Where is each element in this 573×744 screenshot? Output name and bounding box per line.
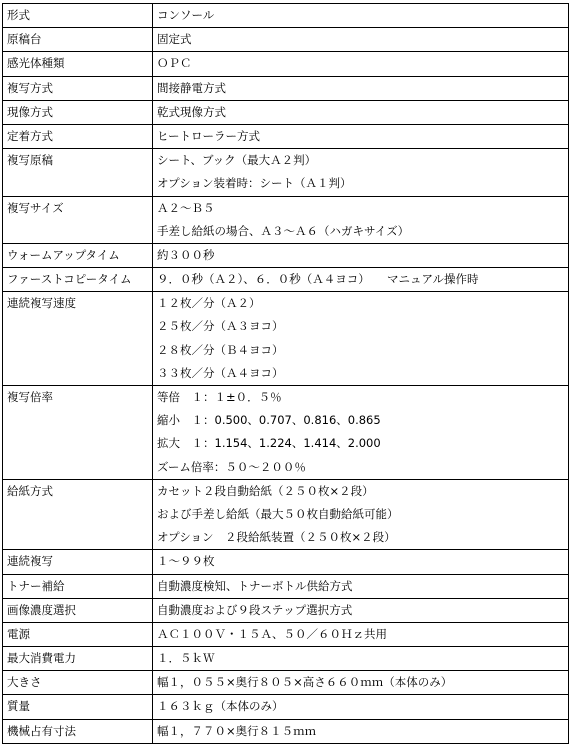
spec-value-cell: [153, 479, 569, 550]
spec-value-line: 固定式: [157, 32, 192, 47]
spec-value-cell: [153, 4, 569, 28]
spec-row: [3, 671, 569, 695]
spec-value-cell: [153, 622, 569, 646]
spec-label: 給紙方式: [7, 483, 53, 498]
spec-value-line: Ａ２～Ｂ５: [157, 200, 215, 215]
spec-table: [2, 3, 569, 744]
spec-value-line: ＯＰＣ: [157, 56, 192, 71]
spec-row: [3, 292, 569, 386]
spec-label-cell: [3, 386, 153, 480]
spec-row: [3, 100, 569, 124]
spec-row: [3, 574, 569, 598]
spec-label-cell: [3, 622, 153, 646]
spec-row: [3, 268, 569, 292]
spec-value-cell: [153, 647, 569, 671]
spec-label-cell: [3, 550, 153, 574]
spec-row: [3, 124, 569, 148]
spec-value-line: １．５ｋＷ: [157, 651, 215, 666]
spec-label-cell: [3, 719, 153, 743]
spec-label-cell: [3, 598, 153, 622]
spec-value-line: 等倍 １：１±０．５％: [157, 390, 282, 404]
spec-label-cell: [3, 647, 153, 671]
spec-label: トナー補給: [7, 578, 65, 593]
spec-label-cell: [3, 479, 153, 550]
spec-label: 連続複写: [7, 554, 53, 569]
spec-value-line: オプション装着時：シート（Ａ１判）: [157, 176, 352, 191]
spec-label-cell: [3, 671, 153, 695]
spec-value-line: １２枚／分（Ａ２）: [157, 296, 261, 311]
spec-value-cell: [153, 550, 569, 574]
spec-label: 複写方式: [7, 80, 53, 95]
spec-value-cell: [153, 695, 569, 719]
spec-value-cell: [153, 76, 569, 100]
spec-row: [3, 28, 569, 52]
spec-row: [3, 719, 569, 743]
spec-value-cell: [153, 149, 569, 196]
spec-value-line: ヒートローラー方式: [157, 128, 261, 143]
spec-label-cell: [3, 4, 153, 28]
spec-label: 複写サイズ: [7, 200, 64, 215]
spec-value-line: 自動濃度検知、トナーボトル供給方式: [157, 578, 353, 593]
spec-label: 連続複写速度: [7, 296, 76, 311]
spec-value-line: 手差し給紙の場合、Ａ３～Ａ６（ハガキサイズ）: [157, 223, 410, 238]
spec-value-line: 自動濃度および９段ステップ選択方式: [157, 602, 353, 617]
spec-row: [3, 149, 569, 196]
spec-value-cell: [153, 671, 569, 695]
spec-value-cell: [153, 243, 569, 267]
spec-value-cell: [153, 268, 569, 292]
spec-row: [3, 196, 569, 243]
spec-value-cell: [153, 574, 569, 598]
spec-label: 電源: [7, 626, 30, 641]
spec-value-line: 乾式現像方式: [157, 104, 226, 119]
spec-label: 定着方式: [7, 128, 53, 143]
spec-value-line: ９．０秒（Ａ２）、６．０秒（Ａ４ヨコ） マニュアル操作時: [157, 272, 479, 287]
spec-label-cell: [3, 574, 153, 598]
spec-row: [3, 479, 569, 550]
spec-label-cell: [3, 52, 153, 76]
spec-value-line: ２５枚／分（Ａ３ヨコ）: [157, 319, 284, 334]
spec-value-line: カセット２段自動給紙（２５０枚×２段）: [157, 483, 374, 498]
spec-label: ファーストコピータイム: [7, 272, 132, 287]
spec-label: 形式: [7, 8, 30, 22]
spec-label-cell: [3, 243, 153, 267]
spec-row: [3, 243, 569, 267]
spec-label: ウォームアップタイム: [7, 247, 120, 262]
spec-value-cell: [153, 196, 569, 243]
spec-value-cell: [153, 52, 569, 76]
spec-label-cell: [3, 28, 153, 52]
spec-row: [3, 550, 569, 574]
spec-row: [3, 386, 569, 480]
spec-label-cell: [3, 268, 153, 292]
spec-label-cell: [3, 76, 153, 100]
spec-label-cell: [3, 124, 153, 148]
spec-value-cell: [153, 100, 569, 124]
spec-value-line: １６３ｋｇ（本体のみ）: [157, 699, 284, 714]
spec-value-cell: [153, 124, 569, 148]
spec-value-line: コンソール: [157, 8, 215, 22]
spec-label: 感光体種類: [7, 56, 65, 71]
spec-value-line: ２８枚／分（Ｂ４ヨコ）: [157, 342, 284, 357]
spec-value-line: 約３００秒: [157, 247, 215, 262]
spec-label-cell: [3, 292, 153, 386]
spec-label-cell: [3, 100, 153, 124]
spec-label-cell: [3, 695, 153, 719]
spec-value-cell: [153, 28, 569, 52]
spec-value-line: オプション ２段給紙装置（２５０枚×２段）: [157, 530, 396, 545]
spec-label: 機械占有寸法: [7, 723, 76, 738]
spec-value-line: 拡大 １：1.154、1.224、1.414、2.000: [157, 436, 381, 451]
spec-table-body: [3, 4, 569, 744]
spec-value-line: 間接静電方式: [157, 80, 226, 95]
spec-label: 現像方式: [7, 104, 53, 119]
spec-value-cell: [153, 292, 569, 386]
spec-value-line: 幅１，０５５×奥行８０５×高さ６６０ｍｍ（本体のみ）: [157, 675, 453, 690]
spec-label: 大きさ: [7, 675, 42, 690]
spec-row: [3, 52, 569, 76]
spec-label: 複写倍率: [7, 390, 53, 404]
spec-row: [3, 76, 569, 100]
spec-label: 最大消費電力: [7, 651, 76, 666]
spec-value-line: および手差し給紙（最大５０枚自動給紙可能）: [157, 506, 399, 521]
spec-value-cell: [153, 598, 569, 622]
spec-label-cell: [3, 196, 153, 243]
spec-row: [3, 622, 569, 646]
spec-label: 画像濃度選択: [7, 602, 76, 617]
spec-row: [3, 647, 569, 671]
spec-value-line: ３３枚／分（Ａ４ヨコ）: [157, 365, 284, 380]
spec-row: [3, 695, 569, 719]
spec-value-line: １～９９枚: [157, 554, 215, 569]
spec-value-cell: [153, 719, 569, 743]
spec-label: 質量: [7, 699, 30, 714]
spec-value-cell: [153, 386, 569, 480]
spec-row: [3, 4, 569, 28]
spec-value-line: 幅１，７７０×奥行８１５ｍｍ: [157, 723, 317, 738]
spec-label: 複写原稿: [7, 153, 53, 168]
spec-value-line: ズーム倍率：５０～２００％: [157, 459, 306, 474]
spec-value-line: ＡＣ１００Ｖ・１５Ａ、５０／６０Ｈｚ共用: [157, 626, 387, 641]
spec-value-line: シート、ブック（最大Ａ２判）: [157, 153, 317, 168]
spec-row: [3, 598, 569, 622]
spec-value-line: 縮小 １：0.500、0.707、0.816、0.865: [157, 413, 381, 428]
spec-label-cell: [3, 149, 153, 196]
spec-label: 原稿台: [7, 32, 42, 47]
